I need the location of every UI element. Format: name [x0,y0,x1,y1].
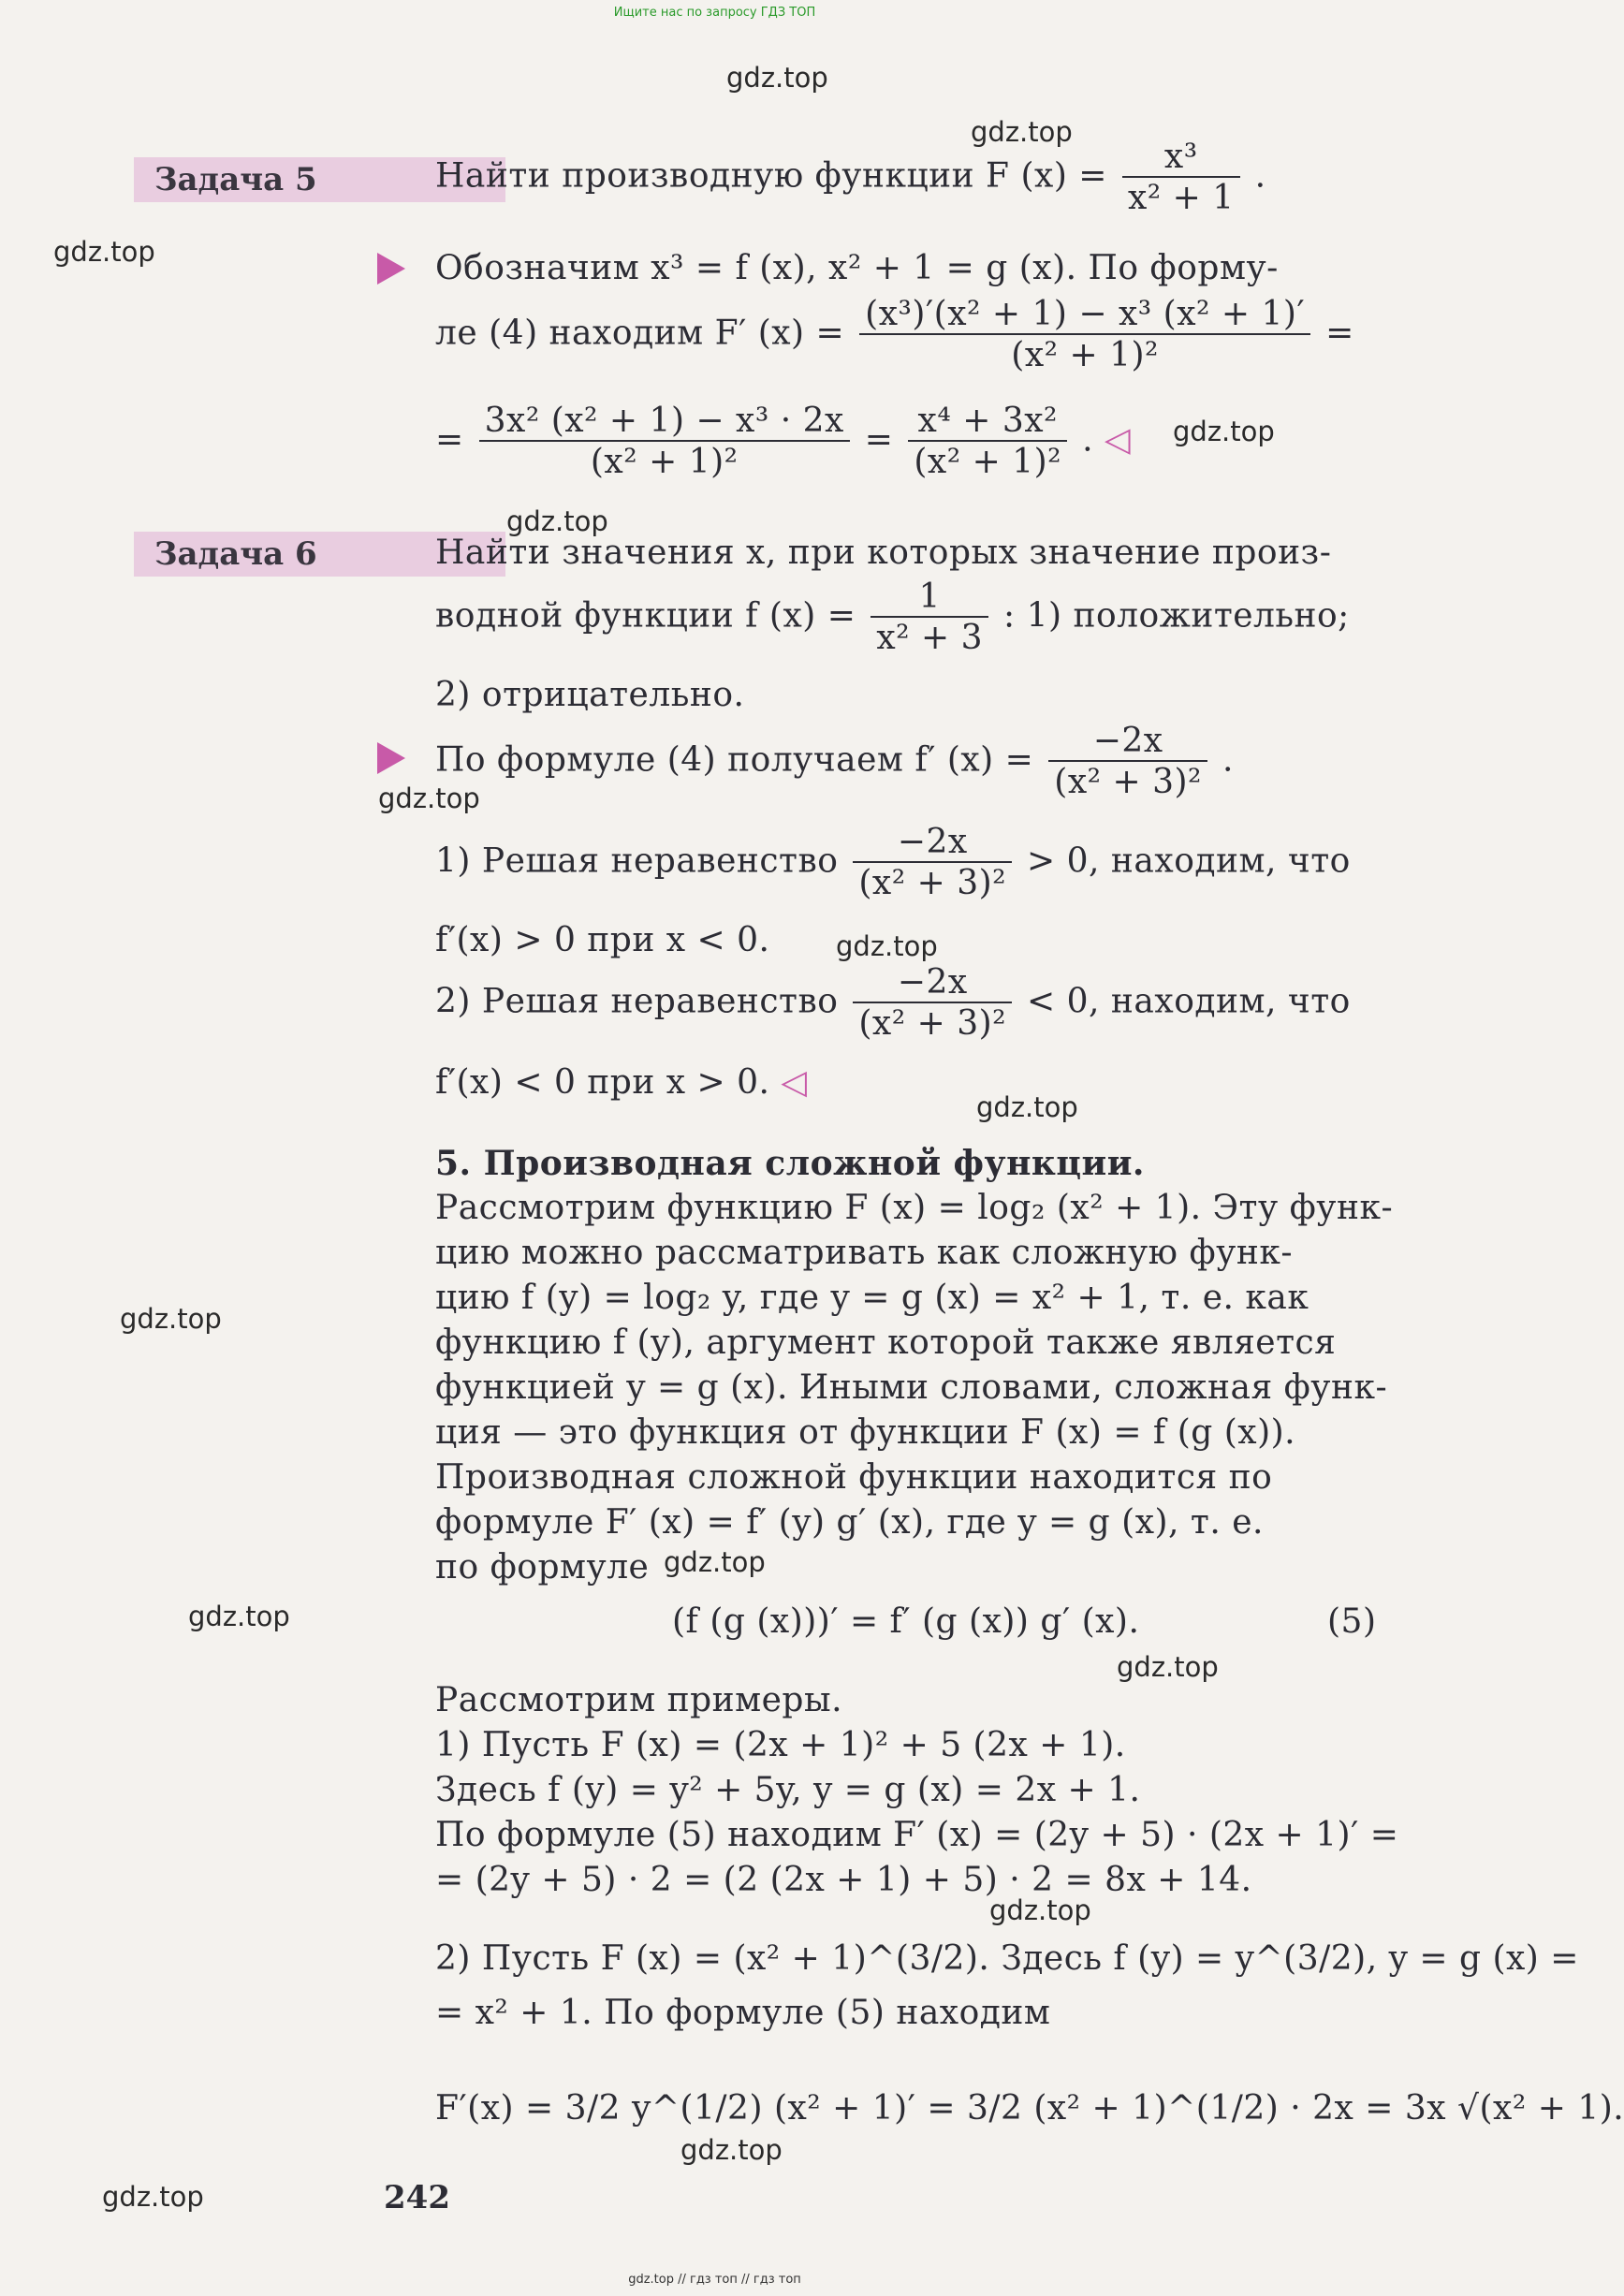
paragraph-line: Рассмотрим функцию F (x) = log₂ (x² + 1). Эту функ- [435,1189,1394,1227]
paragraph-line: Рассмотрим примеры. [435,1681,843,1719]
watermark: gdz.top [378,782,480,814]
watermark: gdz.top [120,1303,222,1335]
task6-item1: 1) Решая неравенство $\frac{-2x}{\text{(x² + 3)²}}$ > 0, находим, что [435,823,1351,902]
example-line: F′(x) = 3/2 y^(1/2) (x² + 1)′ = 3/2 (x² + 1)^(1/2) · 2x = 3x √(x² + 1). [435,2089,1624,2128]
task6-item2: 2) Решая неравенство $\frac{-2x}{\text{(x² + 3)²}}$ < 0, находим, что [435,963,1351,1043]
example-line: = (2y + 5) · 2 = (2 (2x + 1) + 5) · 2 = 8x + 14. [435,1861,1252,1899]
paragraph-line: функцию f (y), аргумент которой также является [435,1323,1337,1362]
task6-statement: Найти значения x, при которых значение произ- [435,534,1332,572]
watermark: gdz.top [726,62,828,94]
task6-statement: водной функции f (x) = $\frac{1}{\text{x² + 3}}$ : 1) положительно; [435,578,1350,657]
watermark: gdz.top [836,930,938,962]
watermark: gdz.top [102,2181,204,2213]
paragraph-line: Производная сложной функции находится по [435,1458,1273,1497]
task5-statement: Найти производную функции F (x) = $\frac{\text{x³}}{\text{x² + 1}}$ . [435,138,1266,217]
example-line: = x² + 1. По формуле (5) находим [435,1994,1051,2032]
watermark: gdz.top [664,1546,766,1578]
task6-item2-result: f′(x) < 0 при x > 0. ◁ [435,1063,808,1102]
task6-item1-result: f′(x) > 0 при x < 0. [435,921,770,959]
watermark: gdz.top [1173,416,1275,447]
watermark: gdz.top [989,1894,1091,1926]
page-number: 242 [384,2179,450,2216]
top-note: Ищите нас по запросу ГДЗ ТОП [613,6,816,20]
end-mark-icon: ◁ [781,1063,808,1102]
task6-label: Задача 6 [134,532,505,577]
example-line: 1) Пусть F (x) = (2x + 1)² + 5 (2x + 1). [435,1726,1126,1764]
solution-arrow-icon [377,742,405,774]
formula-number: (5) [1327,1602,1377,1641]
task6-solution-line: По формуле (4) получаем f′ (x) = $\frac{-2x}{\text{(x² + 3)²}}$ . [435,722,1234,801]
paragraph-line: цию f (y) = log₂ y, где y = g (x) = x² + 1, т. е. как [435,1279,1309,1317]
example-line: По формуле (5) находим F′ (x) = (2y + 5) · (2x + 1)′ = [435,1816,1399,1854]
example-line: 2) Пусть F (x) = (x² + 1)^(3/2). Здесь f (y) = y^(3/2), y = g (x) = [435,1939,1579,1978]
watermark: gdz.top [680,2134,783,2166]
watermark: gdz.top [53,236,155,268]
end-mark-icon: ◁ [1104,420,1132,460]
task6-statement: 2) отрицательно. [435,676,745,714]
solution-arrow-icon [377,253,405,285]
paragraph-line: ция — это функция от функции F (x) = f (g (x)). [435,1413,1296,1452]
example-line: Здесь f (y) = y² + 5y, y = g (x) = 2x + 1. [435,1771,1141,1809]
task5-solution-line: Обозначим x³ = f (x), x² + 1 = g (x). По форму- [435,249,1279,287]
task5-solution-line: ле (4) находим F′ (x) = $\frac{\text{(x³)′(x² + 1) − x³ (x² + 1)′}}{\text{(x² + 1)²}}$ = [435,295,1354,374]
watermark: gdz.top [976,1091,1078,1123]
paragraph-line: цию можно рассматривать как сложную функ- [435,1234,1293,1272]
section-heading: 5. Производная сложной функции. [435,1144,1145,1183]
task5-solution-line: = $\frac{\text{3x² (x² + 1) − x³ · 2x}}{\text{(x² + 1)²}}$ = $\frac{\text{x⁴ + 3x²}}{\text{(x² + 1)²}}$ . ◁ [435,402,1132,481]
watermark: gdz.top [506,505,608,537]
watermark: gdz.top [1117,1651,1219,1683]
paragraph-line: функцией y = g (x). Иными словами, сложная функ- [435,1368,1388,1407]
watermark: gdz.top [971,116,1073,148]
task5-fraction: $\frac{\text{x³}}{\text{x² + 1}}$ [1122,139,1240,218]
watermark: gdz.top [188,1601,290,1632]
paragraph-line: формуле F′ (x) = f′ (y) g′ (x), где y = g (x), т. е. [435,1503,1264,1542]
formula-5: (f (g (x)))′ = f′ (g (x)) g′ (x). [672,1602,1140,1641]
bottom-note: gdz.top // гдз топ // гдз топ [628,2273,801,2287]
paragraph-line: по формуле [435,1548,650,1587]
task5-label: Задача 5 [134,157,505,202]
